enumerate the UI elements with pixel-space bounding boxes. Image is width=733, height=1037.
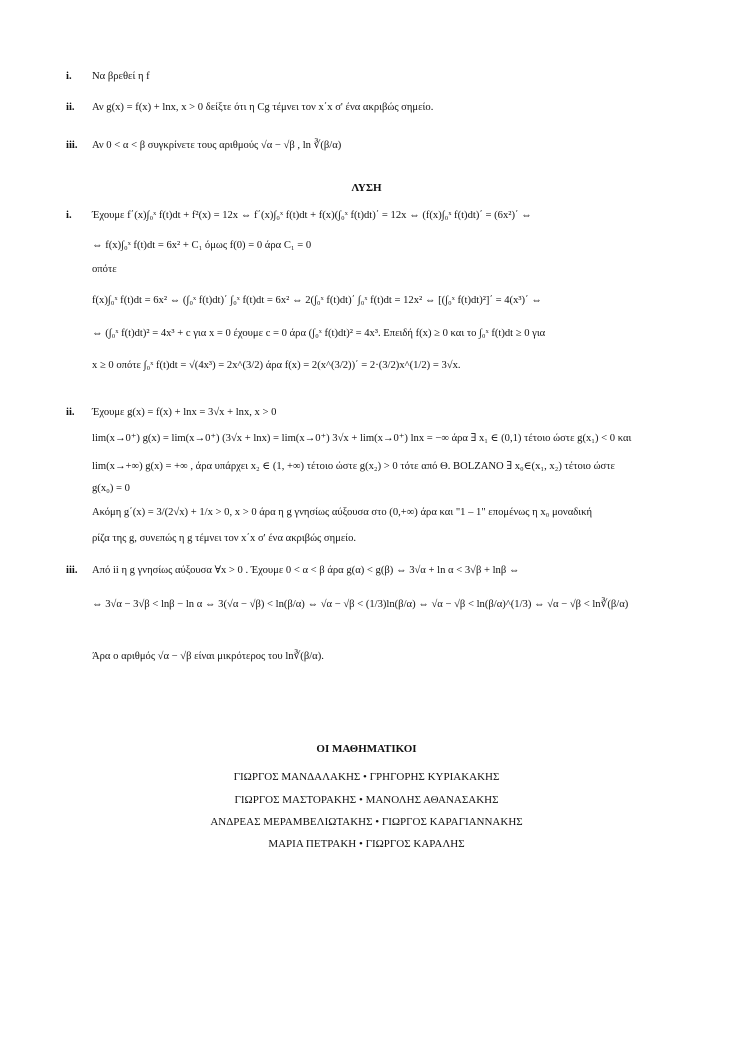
solution-i-line: ⇔ (∫₀ˣ f(t)dt)² = 4x³ + c για x = 0 έχουμε c = 0 άρα (∫₀ˣ f(t)dt)² = 4x³. Επειδή f(x) ≥ 0 και το ∫₀ˣ f(t)dt ≥ 0 για [92,328,546,339]
solution-number: iii. [66,565,78,576]
authors-line: ΑΝΔΡΕΑΣ ΜΕΡΑΜΒΕΛΙΩΤΑΚΗΣ • ΓΙΩΡΓΟΣ ΚΑΡΑΓΙΑΝΝΑΚΗΣ [210,816,523,828]
question-number: i. [66,71,72,82]
authors-line: ΓΙΩΡΓΟΣ ΜΑΣΤΟΡΑΚΗΣ • ΜΑΝΟΛΗΣ ΑΘΑΝΑΣΑΚΗΣ [234,794,499,806]
solution-ii-line: lim(x→+∞) g(x) = +∞ , άρα υπάρχει x₂ ∈ (1, +∞) τέτοιο ώστε g(x₂) > 0 τότε από Θ. BOLZANO ∃ x₀∈(x₁, x₂) τέτοιο ώστε [92,461,615,472]
solution-i-line [66,209,532,223]
solution-ii-line: g(x₀) = 0 [92,483,130,494]
question-ii [66,101,433,115]
question-text: Αν g(x) = f(x) + lnx, x > 0 δείξτε ότι η Cg τέμνει τον x΄x σ' ένα ακριβώς σημείο. [92,102,434,113]
authors-title: ΟΙ ΜΑΘΗΜΑΤΙΚΟΙ [316,743,417,755]
solution-iii-line: ⇔ 3√α − 3√β < lnβ − ln α ⇔ 3(√α − √β) < ln(β/α) ⇔ √α − √β < (1/3)ln(β/α) ⇔ √α − √β < ln(β/α)^(1/3) ⇔ √α − √β < ln∛(β/α) [92,599,629,610]
solution-ii-line [66,406,276,420]
authors-line: ΜΑΡΙΑ ΠΕΤΡΑΚΗ • ΓΙΩΡΓΟΣ ΚΑΡΑΛΗΣ [268,838,465,850]
question-number: ii. [66,102,75,113]
question-iii [66,139,341,153]
solution-ii-line: Ακόμη g΄(x) = 3/(2√x) + 1/x > 0, x > 0 άρα η g γνησίως αύξουσα στο (0,+∞) άρα και "1 – 1" επομένως η x₀ μοναδική [92,507,592,518]
authors-line: ΓΙΩΡΓΟΣ ΜΑΝΔΑΛΑΚΗΣ • ΓΡΗΓΟΡΗΣ ΚΥΡΙΑΚΑΚΗΣ [233,771,500,783]
question-text: Αν 0 < α < β συγκρίνετε τους αριθμούς √α − √β , ln ∛(β/α) [92,140,342,151]
solution-iii-line [66,564,519,578]
solution-number: i. [66,210,72,221]
equation-text: Έχουμε f΄(x)∫₀ˣ f(t)dt + f²(x) = 12x ⇔ f΄(x)∫₀ˣ f(t)dt + f(x)(∫₀ˣ f(t)dt)΄ = 12x ⇔ (f(x)∫₀ˣ f(t)dt)΄ = (6x²)΄ ⇔ [92,210,532,221]
equation-text: Έχουμε g(x) = f(x) + lnx = 3√x + lnx, x > 0 [92,407,277,418]
solution-i-line: x ≥ 0 οπότε ∫₀ˣ f(t)dt = √(4x³) = 2x^(3/2) άρα f(x) = 2(x^(3/2))΄ = 2·(3/2)x^(1/2) = 3√x. [92,360,461,371]
solution-i-line: ⇔ f(x)∫₀ˣ f(t)dt = 6x² + C₁ όμως f(0) = 0 άρα C₁ = 0 [92,240,312,251]
solution-title: ΛΥΣΗ [351,182,382,194]
solution-i-line: οπότε [92,264,117,275]
solution-ii-line: ρίζα της g, συνεπώς η g τέμνει τον x΄x σ' ένα ακριβώς σημείο. [92,533,357,544]
question-i [66,70,150,84]
solution-iii-line: Άρα ο αριθμός √α − √β είναι μικρότερος του ln∛(β/α). [92,651,324,662]
solution-i-line: f(x)∫₀ˣ f(t)dt = 6x² ⇔ (∫₀ˣ f(t)dt)΄ ∫₀ˣ f(t)dt = 6x² ⇔ 2(∫₀ˣ f(t)dt)΄ ∫₀ˣ f(t)dt = 12x² ⇔ [(∫₀ˣ f(t)dt)²]΄ = 4(x³)΄ ⇔ [92,295,542,306]
solution-number: ii. [66,407,75,418]
question-number: iii. [66,140,78,151]
question-text: Να βρεθεί η f [92,71,150,82]
equation-text: Από ii η g γνησίως αύξουσα ∀x > 0 . Έχουμε 0 < α < β άρα g(α) < g(β) ⇔ 3√α + ln α < 3√β + lnβ ⇔ [92,565,520,576]
solution-ii-line: lim(x→0⁺) g(x) = lim(x→0⁺) (3√x + lnx) = lim(x→0⁺) 3√x + lim(x→0⁺) lnx = −∞ άρα ∃ x₁ ∈ (0,1) τέτοιο ώστε g(x₁) < 0 και [92,433,632,444]
